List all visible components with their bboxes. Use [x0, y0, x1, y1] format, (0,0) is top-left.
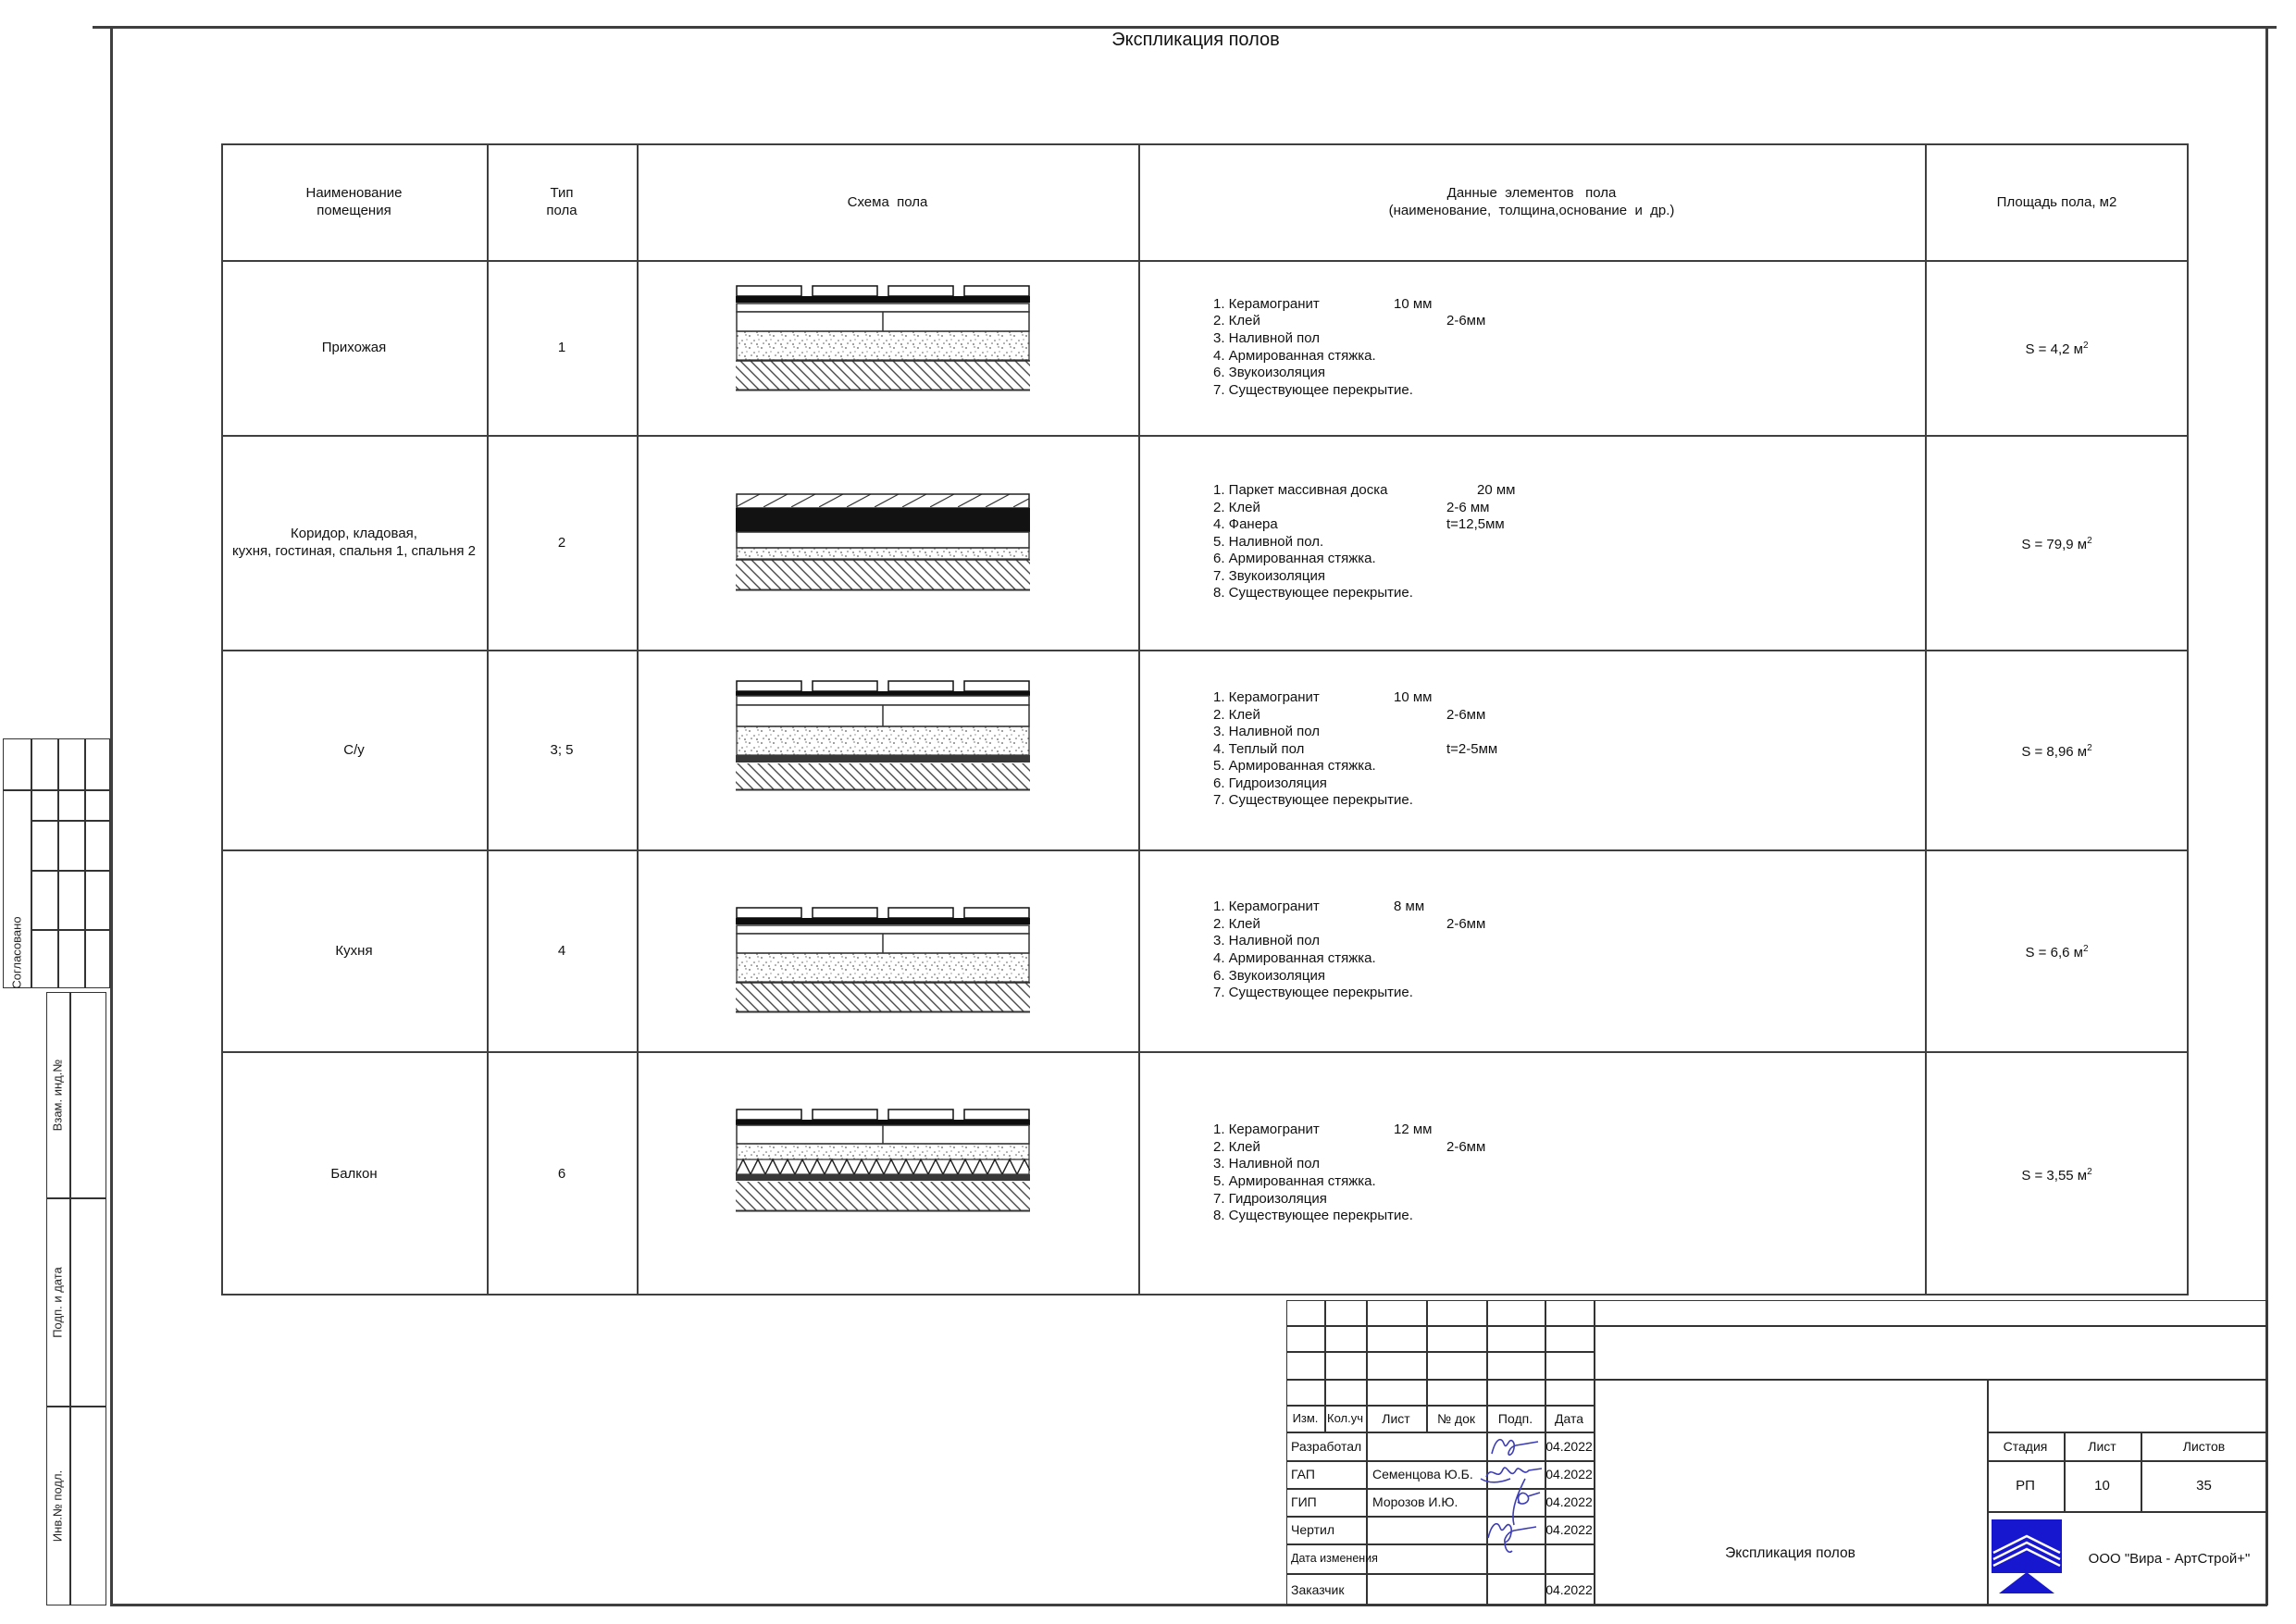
stamp-row-label: ГАП: [1291, 1467, 1315, 1481]
stamp-row-label: Разработал: [1291, 1438, 1362, 1454]
rev-col-podp: Подп.: [1497, 1410, 1533, 1426]
layer-slab: [736, 560, 1030, 590]
layer-tiles: [737, 1110, 1029, 1120]
sheets-total: 35: [2196, 1478, 2212, 1494]
header-room: Наименование помещения: [305, 185, 403, 218]
layer-slab: [736, 1182, 1030, 1211]
grid-line: [84, 738, 86, 988]
layer-leveling: [737, 925, 1029, 934]
layer-tiles: [737, 286, 1029, 296]
floor-scheme-4: [736, 907, 1030, 1013]
stamp-name: Семенцова Ю.Б.: [1372, 1467, 1473, 1481]
room-cell: Балкон: [330, 1165, 378, 1182]
grid-line: [31, 738, 32, 988]
area-cell: S = 8,96 $м^2$: [2021, 742, 2092, 760]
header-data: Данные элементов пола (наименование, толщина,основание и др.): [1388, 185, 1675, 218]
layer-insulation: [737, 726, 1029, 755]
grid-line: [1286, 1325, 2267, 1327]
grid-line: [110, 26, 113, 1605]
floor-layer-item: 6. Звукоизоляция: [1213, 967, 1326, 984]
header-scheme: Схема пола: [847, 193, 928, 210]
stamp-name: Морозов И.Ю.: [1372, 1494, 1458, 1509]
floor-layer-item: 2. Клей 2-6мм: [1213, 915, 1486, 932]
type-cell: 2: [557, 534, 566, 551]
floor-layer-item: 1. Керамогранит 10 мм: [1213, 688, 1433, 705]
stamp-row-label: Дата изменения: [1291, 1552, 1378, 1565]
floor-layer-item: 3. Наливной пол: [1213, 933, 1321, 949]
grid-line: [31, 870, 110, 872]
layer-adhesive: [736, 1120, 1030, 1125]
floor-layer-item: 4. Теплый пол t=2-5мм: [1213, 740, 1498, 757]
floor-layer-item: 2. Клей 2-6 мм: [1213, 499, 1490, 515]
floor-layer-item: 6. Гидроизоляция: [1213, 775, 1327, 791]
grid-line: [57, 738, 59, 988]
grid-line: [1138, 143, 1140, 1295]
floor-layer-item: 6. Звукоизоляция: [1213, 365, 1326, 381]
margin-label-podp: Подп. и дата: [50, 1267, 65, 1338]
floor-scheme-5: [736, 1109, 1030, 1212]
type-cell: 4: [557, 942, 566, 959]
layer-leveling: [737, 532, 1029, 548]
layer-tiles: [737, 681, 1029, 691]
floor-layer-item: 5. Армированная стяжка.: [1213, 758, 1376, 775]
area-cell: S = 3,55 $м^2$: [2021, 1166, 2092, 1184]
floor-layer-item: 4. Фанера t=12,5мм: [1213, 516, 1505, 533]
layer-insulation: [737, 548, 1029, 559]
floor-layer-item: 2. Клей 2-6мм: [1213, 313, 1486, 329]
rev-col-list: Лист: [1382, 1410, 1410, 1426]
layer-parquet: [737, 494, 1029, 508]
floor-layers-list: [1213, 650, 1731, 849]
floor-layers-list: [1213, 1051, 1731, 1295]
floor-layer-item: 6. Армированная стяжка.: [1213, 551, 1376, 567]
floor-layer-item: 7. Существующее перекрытие.: [1213, 381, 1413, 398]
grid-line: [69, 992, 71, 1605]
layer-tiles: [737, 908, 1029, 918]
header-type: Тип пола: [546, 185, 577, 218]
floor-layer-item: 4. Армированная стяжка.: [1213, 347, 1376, 364]
stage-value: РП: [2016, 1478, 2035, 1494]
rev-col-dok: № док: [1437, 1410, 1475, 1426]
sheet-number: 10: [2094, 1478, 2110, 1494]
layer-insulation: [737, 953, 1029, 982]
room-cell: Прихожая: [321, 340, 387, 355]
rev-col-data: Дата: [1554, 1410, 1583, 1426]
company-name: ООО "Вира - АртСтрой+": [2088, 1550, 2251, 1567]
rev-col-koluch: Кол.уч: [1327, 1411, 1363, 1425]
area-cell: S = 6,6 $м^2$: [2025, 943, 2089, 961]
grid-line: [3, 789, 110, 791]
stamp-date: 04.2022: [1545, 1494, 1593, 1509]
stage-label: Стадия: [2003, 1438, 2048, 1454]
floor-scheme-3: [736, 680, 1030, 791]
stamp-date: 04.2022: [1545, 1522, 1593, 1537]
layer-leveling: [737, 696, 1029, 705]
type-cell: 3; 5: [550, 741, 574, 758]
layer-adhesive: [736, 508, 1030, 532]
floor-layer-item: 8. Существующее перекрытие.: [1213, 1208, 1413, 1224]
floor-layer-item: 7. Существующее перекрытие.: [1213, 792, 1413, 809]
type-cell: 6: [557, 1165, 566, 1182]
floor-layer-item: 8. Существующее перекрытие.: [1213, 585, 1413, 601]
room-cell: С/у: [343, 741, 365, 758]
floor-layer-item: 3. Наливной пол: [1213, 724, 1321, 740]
floor-layer-item: 3. Наливной пол: [1213, 1156, 1321, 1172]
page-title: Экспликация полов: [1111, 29, 1280, 50]
company-logo: [1992, 1519, 2062, 1593]
signature: [1481, 1514, 1551, 1556]
floor-layer-item: 1. Керамогранит 8 мм: [1213, 899, 1425, 915]
floor-layer-item: 7. Существующее перекрытие.: [1213, 985, 1413, 1001]
stamp-doc-title: Экспликация полов: [1725, 1545, 1855, 1561]
layer-waterproofing: [736, 755, 1030, 762]
grid-line: [637, 143, 639, 1295]
floor-layers-list: [1213, 435, 1731, 650]
margin-label-inv: Инв.№ подл.: [50, 1469, 65, 1543]
layer-slab: [736, 361, 1030, 391]
layer-insulation: [737, 331, 1029, 360]
stamp-row-label: Чертил: [1291, 1522, 1334, 1537]
area-cell: S = 79,9 $м^2$: [2021, 535, 2092, 552]
floor-scheme-2: [736, 493, 1030, 591]
floor-layer-item: 1. Керамогранит 10 мм: [1213, 295, 1433, 312]
type-cell: 1: [557, 340, 566, 355]
floor-layer-item: 7. Гидроизоляция: [1213, 1190, 1327, 1207]
room-cell: Коридор, кладовая, кухня, гостиная, спальня 1, спальня 2: [231, 526, 477, 559]
stamp-row-label: ГИП: [1291, 1494, 1317, 1509]
floor-layer-item: 2. Клей 2-6мм: [1213, 1138, 1486, 1155]
rev-col-izm: Изм.: [1292, 1411, 1319, 1425]
floor-layer-item: 1. Керамогранит 12 мм: [1213, 1122, 1433, 1138]
layer-leveling: [737, 304, 1029, 312]
floor-layer-item: 4. Армированная стяжка.: [1213, 950, 1376, 966]
grid-line: [1286, 1351, 1594, 1353]
signature: [1484, 1430, 1551, 1461]
stamp-row-label: Заказчик: [1291, 1581, 1345, 1597]
room-cell: Кухня: [335, 942, 373, 959]
sheet-label: Лист: [2088, 1438, 2116, 1454]
header-area: Площадь пола, м2: [1996, 193, 2117, 210]
grid-line: [31, 929, 110, 931]
floor-layer-item: 2. Клей 2-6мм: [1213, 706, 1486, 723]
layer-slab: [736, 983, 1030, 1012]
floor-layers-list: [1213, 849, 1731, 1051]
grid-line: [31, 820, 110, 822]
margin-label-zam: Взам. инд.№: [50, 1059, 65, 1132]
grid-line: [93, 26, 2277, 29]
sheets-label: Листов: [2182, 1438, 2226, 1454]
stamp-date: 04.2022: [1545, 1467, 1593, 1481]
area-cell: S = 4,2 $м^2$: [2025, 341, 2089, 357]
layer-adhesive: [736, 918, 1030, 924]
floor-layers-list: [1213, 260, 1731, 435]
layer-adhesive: [736, 296, 1030, 303]
floor-scheme-1: [736, 285, 1030, 391]
layer-slab: [736, 763, 1030, 790]
layer-insulation: [737, 1144, 1029, 1159]
floor-layer-item: 5. Наливной пол.: [1213, 533, 1324, 550]
stamp-date: 04.2022: [1545, 1581, 1593, 1597]
floor-layer-item: 3. Наливной пол: [1213, 329, 1321, 346]
floor-layer-item: 5. Армированная стяжка.: [1213, 1173, 1376, 1189]
stamp-date: 04.2022: [1545, 1438, 1593, 1454]
floor-layer-item: 7. Звукоизоляция: [1213, 567, 1326, 584]
margin-label-approved: Согласовано: [9, 916, 24, 989]
grid-line: [1286, 1379, 2267, 1381]
floor-layer-item: 1. Паркет массивная доска 20 мм: [1213, 481, 1516, 498]
layer-membrane: [736, 1174, 1030, 1181]
